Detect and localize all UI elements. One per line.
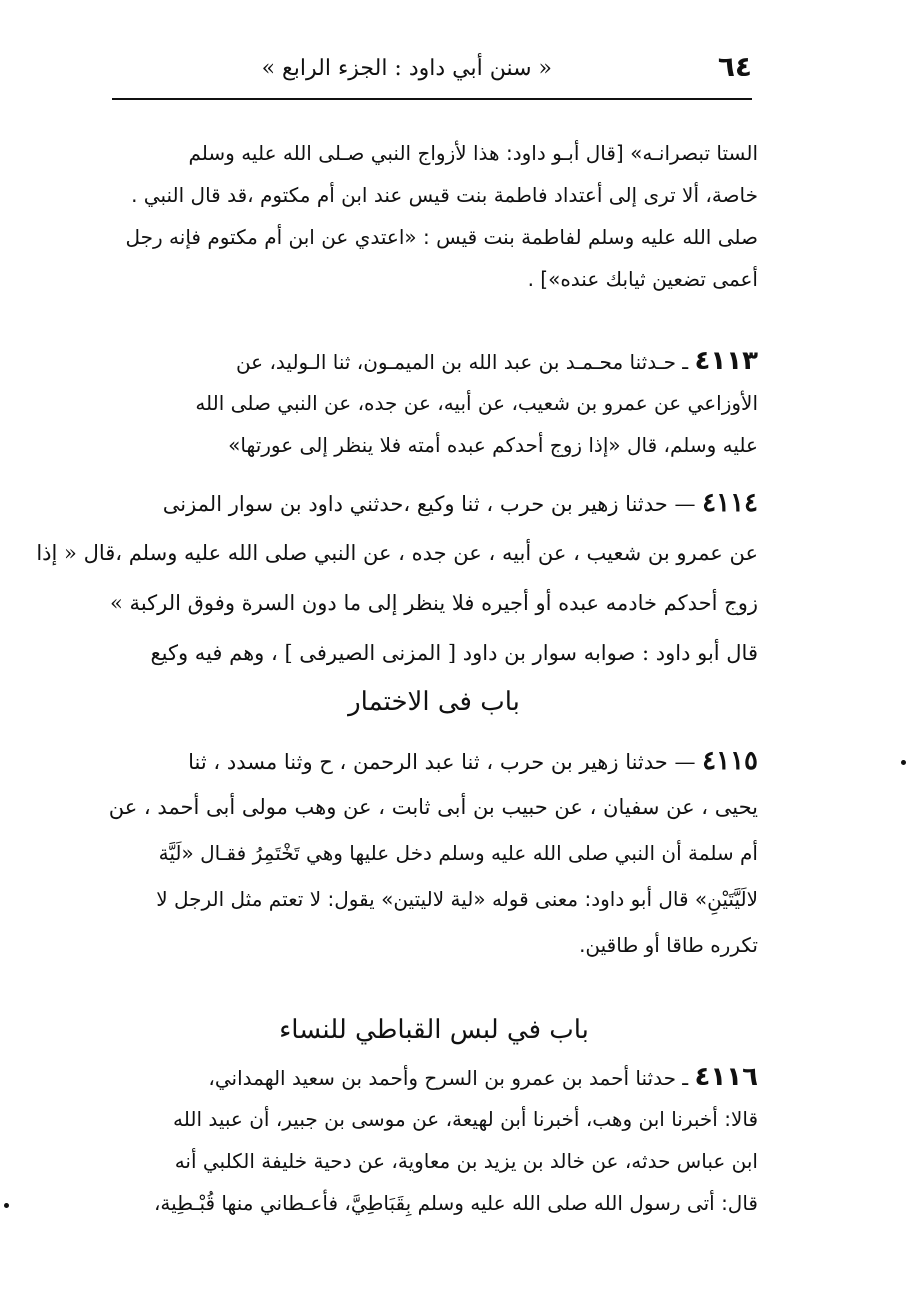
text-line: قال أبو داود : صوابه سوار بن داود [ المزنى الصيرفى ] ، وهم فيه وكيع xyxy=(150,641,758,665)
text-line: لالَيَّتَيْنِ» قال أبو داود: معنى قوله «لية لاليتين» يقول: لا تعتم مثل الرجل لا xyxy=(156,887,758,911)
hadith-first-line xyxy=(110,1056,758,1098)
text-line: أم سلمة أن النبي صلى الله عليه وسلم دخل عليها وهي تَخْتَمِرُ فقـال «لَيَّة xyxy=(158,841,758,865)
text-line: قال: أتى رسول الله صلى الله عليه وسلم بِقَبَاطِيَّ، فأعـطاني منها قُبْـطِية، xyxy=(153,1191,758,1215)
hadith-text: ـ حدثنا أحمد بن عمرو بن السرح وأحمد بن سعيد الهمداني، xyxy=(208,1066,689,1090)
text-line: ابن عباس حدثه، عن خالد بن يزيد بن معاوية، عن دحية خليفة الكلبي أنه xyxy=(174,1149,758,1173)
hadith-number: ٤١١٣ xyxy=(694,346,758,376)
hadith-number: ٤١١٦ xyxy=(694,1062,758,1092)
chapter-heading-qabati: باب في لبس القباطي للنساء xyxy=(279,1015,589,1045)
hadith-first-line xyxy=(110,478,758,528)
scan-speck xyxy=(4,1203,9,1208)
text-line: الأوزاعي عن عمرو بن شعيب، عن أبيه، عن جده، عن النبي صلى الله xyxy=(195,391,758,415)
page-header xyxy=(112,50,752,100)
text-line: أعمى تضعين ثيابك عنده»] . xyxy=(527,267,758,291)
hadith-4113 xyxy=(110,340,758,466)
hadith-text: — حدثنا زهير بن حرب ، ثنا وكيع ،حدثني داود بن سوار المزنى xyxy=(162,492,696,516)
text-line: عن عمرو بن شعيب ، عن أبيه ، عن جده ، عن النبي صلى الله عليه وسلم ،قال « إذا xyxy=(36,541,758,565)
scan-speck xyxy=(901,760,906,765)
header-rule xyxy=(112,98,752,100)
text-line: يحيى ، عن سفيان ، عن حبيب بن أبى ثابت ، عن وهب مولى أبى أحمد ، عن xyxy=(108,795,758,819)
hadith-4116 xyxy=(110,1056,758,1224)
hadith-4114 xyxy=(36,478,758,678)
text-line: الستا تبصرانـه» [قال أبـو داود: هذا لأزواج النبي صـلى الله عليه وسلم xyxy=(188,141,758,165)
text-line: تكرره طاقا أو طاقين. xyxy=(579,933,758,957)
text-line: صلى الله عليه وسلم لفاطمة بنت قيس : «اعتدي عن ابن أم مكتوم فإنه رجل xyxy=(125,225,758,249)
intro-paragraph xyxy=(110,132,758,300)
hadith-first-line xyxy=(110,340,758,382)
hadith-text: — حدثنا زهير بن حرب ، ثنا عبد الرحمن ، ح وثنا مسدد ، ثنا xyxy=(188,750,696,774)
text-line: زوج أحدكم خادمه عبده أو أجيره فلا ينظر إلى ما دون السرة وفوق الركبة » xyxy=(110,591,758,615)
hadith-number: ٤١١٥ xyxy=(702,746,758,776)
hadith-number: ٤١١٤ xyxy=(702,488,758,518)
text-line: عليه وسلم، قال «إذا زوج أحدكم عبده أمته فلا ينظر إلى عورتها» xyxy=(228,433,758,457)
page-number: ٦٤ xyxy=(717,50,752,83)
text-line: خاصة، ألا ترى إلى أعتداد فاطمة بنت قيس عند ابن أم مكتوم ،قد قال النبي . xyxy=(131,183,758,207)
running-title: « سنن أبي داود : الجزء الرابع » xyxy=(261,56,552,81)
text-line: قالا: أخبرنا ابن وهب، أخبرنا أبن لهيعة، عن موسى بن جبير، أن عبيد الله xyxy=(173,1107,758,1131)
hadith-4115 xyxy=(110,738,758,968)
hadith-text: ـ حـدثنا محـمـد بن عبد الله بن الميمـون، ثنا الـوليد، عن xyxy=(235,350,689,374)
hadith-first-line xyxy=(110,738,758,784)
chapter-heading-khimar: باب فى الاختمار xyxy=(348,687,520,717)
